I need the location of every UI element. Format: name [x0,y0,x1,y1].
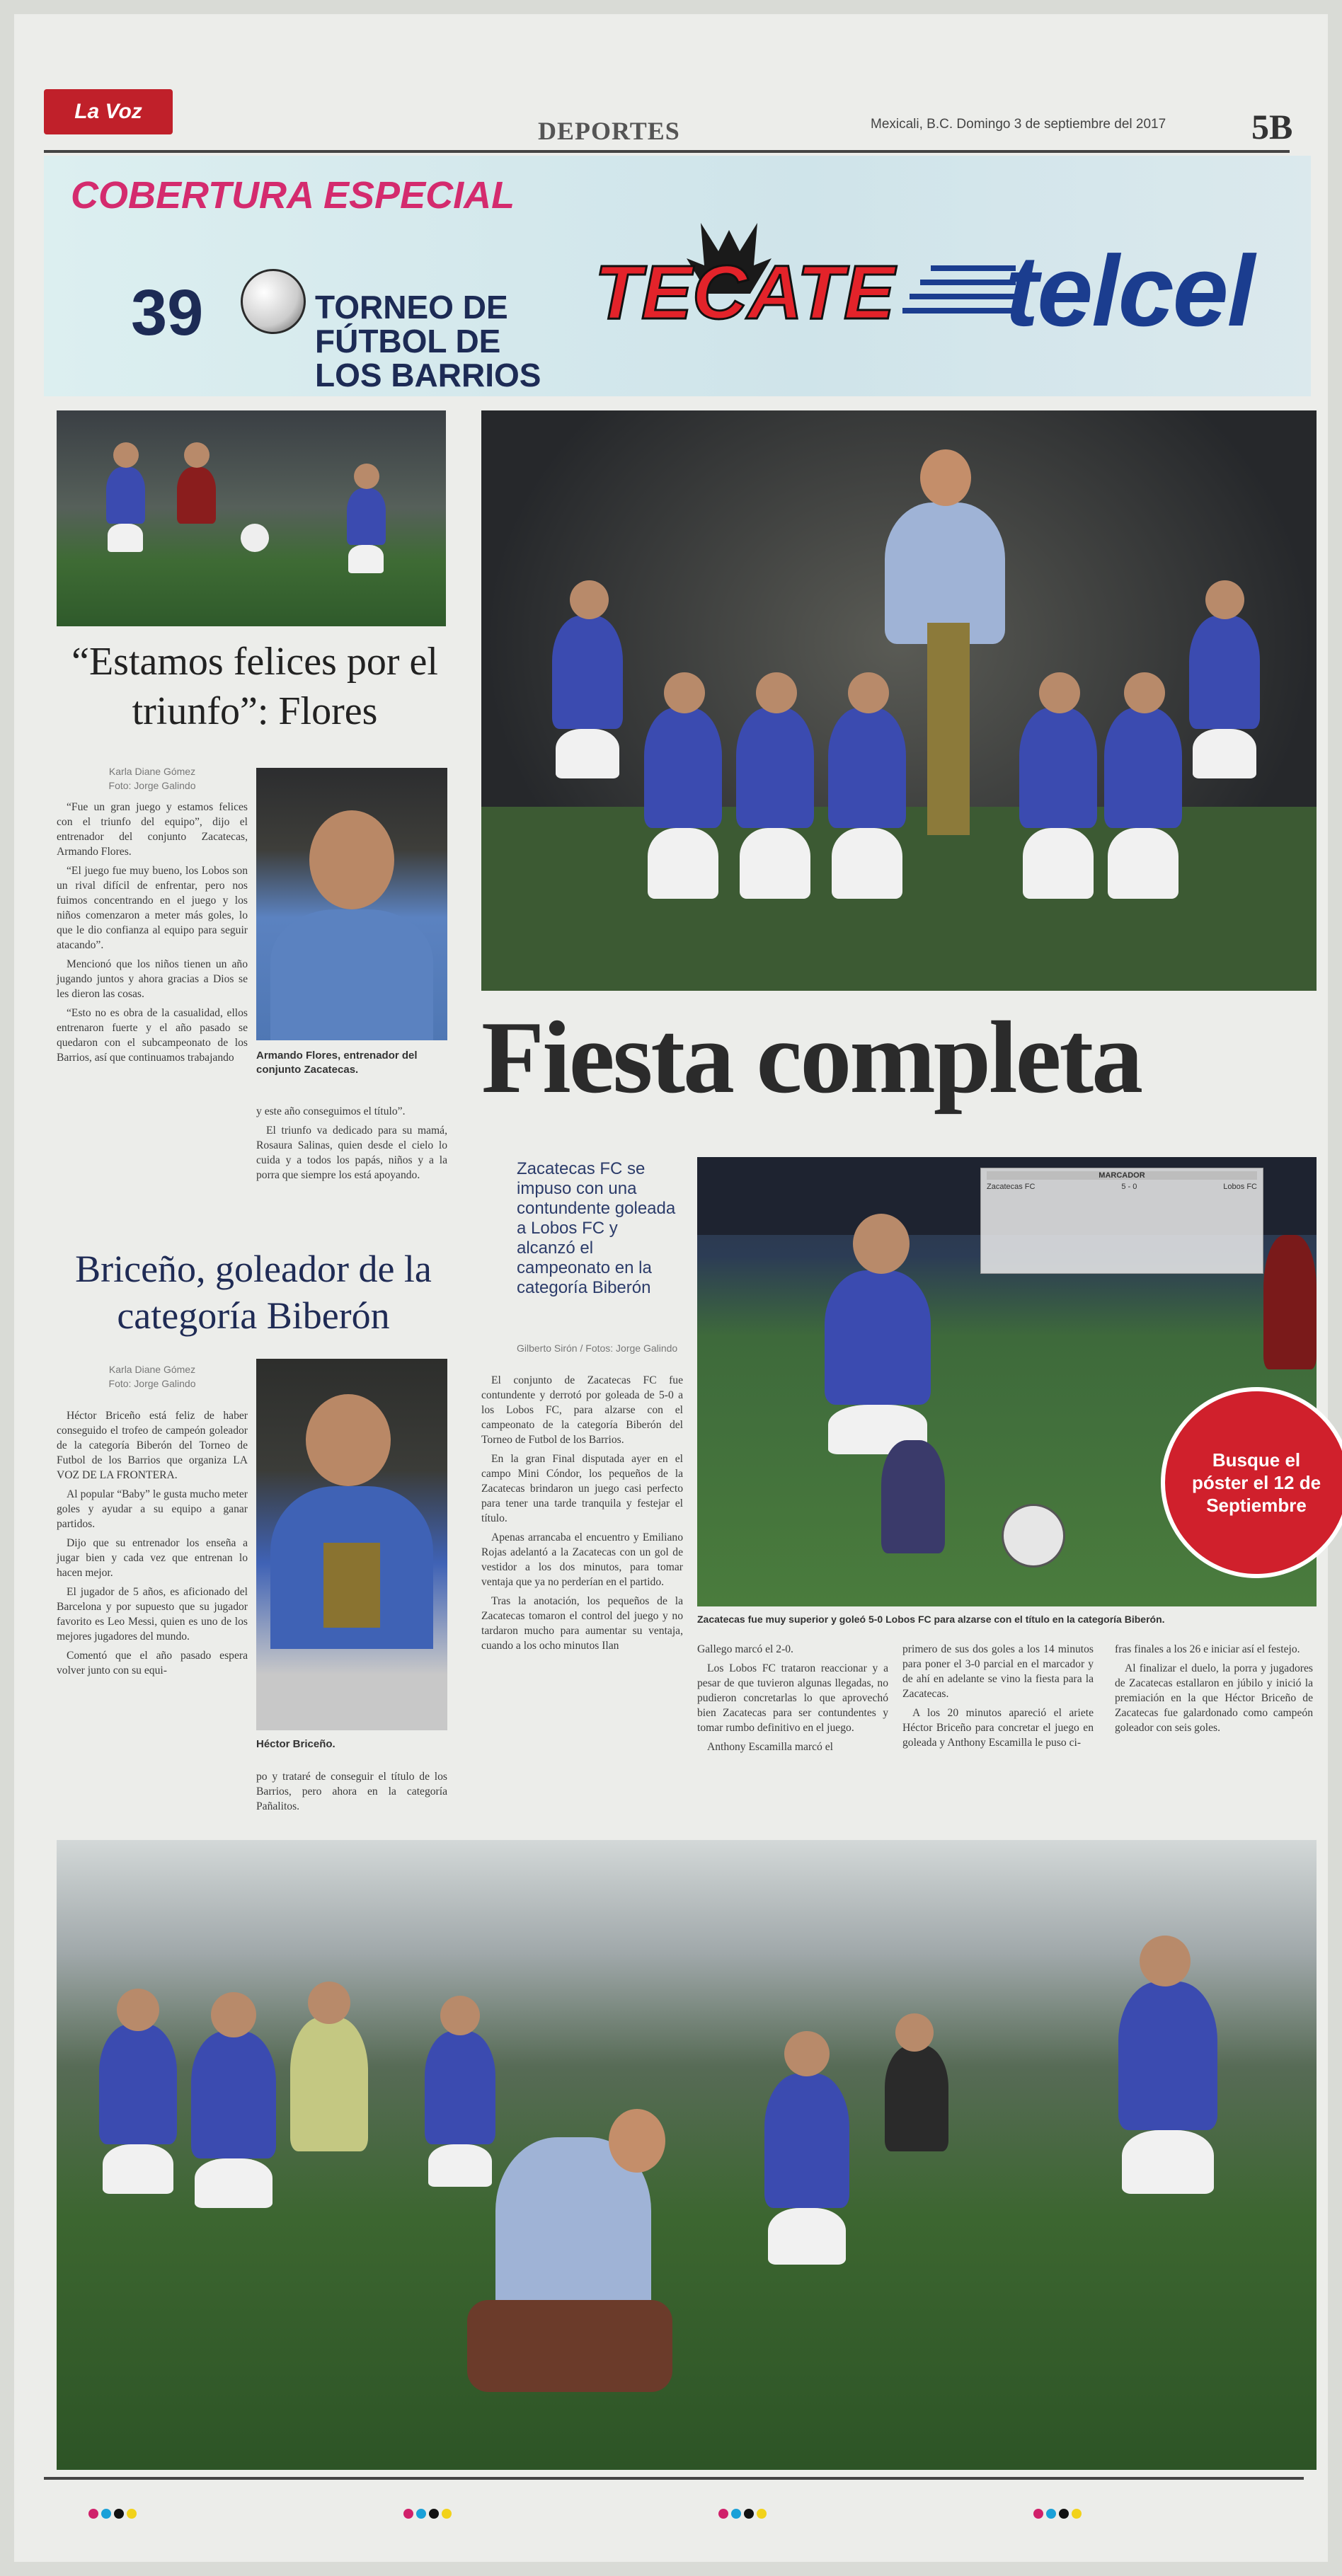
registration-marks [403,2509,452,2519]
scoreboard [980,1168,1263,1274]
briceno-paragraph: Al popular “Baby” le gusta mucho meter goles y ayudar a su equipo a ganar partidos. [57,1488,248,1530]
banner-title: COBERTURA ESPECIAL [71,174,515,217]
flores-paragraph: y este año conseguimos el título”. [256,1105,406,1117]
main-paragraph: fras finales a los 26 e iniciar así el festejo. [1115,1643,1300,1655]
main-byline: Gilberto Sirón / Fotos: Jorge Galindo [517,1342,678,1354]
flores-paragraph: “Fue un gran juego y estamos felices con el triunfo del equipo”, dijo el entrenador del conjunto Zacatecas, Armando Flores. [57,801,248,858]
main-paragraph: primero de sus dos goles a los 14 minutos para poner el 3-0 parcial en el marcador y de ahí en adelante se vino la fiesta para la Zacatecas. [902,1643,1094,1700]
briceno-byline-author: Karla Diane Gómez [108,1364,196,1375]
main-subhead: Zacatecas FC se impuso con una contundente goleada a Lobos FC y alcanzó el campeonato en la categoría Biberón [517,1159,676,1297]
torneo-number: 39 [131,277,204,349]
main-body-col4 [1115,1642,1313,1735]
main-paragraph: El conjunto de Zacatecas FC fue contundente y derrotó por goleada de 5-0 a los Lobos FC, para alzarse con el campeonato de la categoría Biberón del Torneo de Futbol de los Barrios. [481,1374,683,1446]
flores-body-col1 [57,800,248,1065]
main-paragraph: A los 20 minutos apareció el ariete Héctor Briceño para concretar el juego en goleada y Anthony Escamilla le puso ci- [902,1707,1094,1749]
scoreboard-score: 5 - 0 [1121,1183,1137,1191]
flores-paragraph: Mencionó que los niños tienen un año jugando juntos y ahora gracias a Dios se les dieron las cosas. [57,958,248,1000]
briceno-paragraph: Comentó que el año pasado espera volver junto con su equi- [57,1650,248,1677]
scoreboard-team-b: Lobos FC [1223,1183,1257,1191]
soccer-ball-icon [241,269,306,334]
poster-sticker: Busque el póster el 12 de Septiembre [1161,1387,1342,1578]
main-paragraph: Apenas arrancaba el encuentro y Emiliano Rojas adelantó a la Zacatecas con un gol de vestidor a los dos minutos, para tomar ventaja que ya no perderían en el partido. [481,1531,683,1588]
armando-flores-photo [256,768,447,1040]
flores-paragraph: “Esto no es obra de la casualidad, ellos entrenaron fuerte y el año pasado se quedaron con el subcampeonato de los Barrios, así que continuamos trabajando [57,1007,248,1064]
telcel-logo: telcel [1005,235,1254,347]
briceno-headline: Briceño, goleador de la categoría Biberón [75,1248,432,1337]
team-champion-photo [481,410,1317,991]
main-photo-caption: Zacatecas fue muy superior y goleó 5-0 Lobos FC para alzarse con el título en la categoría Biberón. [697,1614,1165,1625]
briceno-paragraph: El jugador de 5 años, es aficionado del Barcelona y por supuesto que su jugador favorito es Leo Messi, quien es uno de los mejores jugadores del mundo. [57,1586,248,1643]
flores-paragraph: El triunfo va dedicado para su mamá, Rosaura Salinas, quien desde el cielo lo cuida y a todos los papás, niños y a la porra que siempre los está apoyando. [256,1125,447,1181]
main-paragraph: Al finalizar el duelo, la porra y jugadores de Zacatecas estallaron en júbilo y inició la premiación en la que Héctor Briceño de Zacatecas fue galardonado como campeón goleador con seis goles. [1115,1662,1313,1734]
briceno-paragraph: po y trataré de conseguir el título de los Barrios, pero ahora en la categoría Pañalitos. [256,1771,447,1812]
flores-body-col2 [256,1104,447,1183]
main-body-col2 [697,1642,888,1754]
registration-marks [1033,2509,1082,2519]
match-action-photo [57,410,446,626]
main-paragraph: En la gran Final disputada ayer en el campo Mini Cóndor, los pequeños de la Zacatecas brindaron un juego casi perfecto para tener una tarde tranquila y festejar el título. [481,1453,683,1524]
briceno-paragraph: Héctor Briceño está feliz de haber conseguido el trofeo de campeón goleador de la categoría Biberón del Torneo de Futbol de los Barrios que organiza LA VOZ DE LA FRONTERA. [57,1410,248,1481]
briceno-paragraph: Dijo que su entrenador los enseña a jugar bien y cada vez que entrenan lo hacen mejor. [57,1537,248,1579]
flores-photo-caption: Armando Flores, entrenador del conjunto Zacatecas. [256,1050,418,1076]
registration-marks [718,2509,767,2519]
main-paragraph: Los Lobos FC trataron reaccionar y a pesar de que tuvieron algunas llegadas, no pudieron concretarlas lo que aprovechó bien Zacatecas para ser contundentes y tomar rumbo definitivo en el juego. [697,1662,888,1734]
page-number: 5B [1251,107,1293,146]
flores-headline: “Estamos felices por el triunfo”: Flores [71,640,438,733]
dateline: Mexicali, B.C. Domingo 3 de septiembre del 2017 [871,117,1166,132]
torneo-name: TORNEO DE FÚTBOL DE LOS BARRIOS [315,289,541,393]
main-paragraph: Anthony Escamilla marcó el [707,1741,833,1753]
briceno-photo-caption: Héctor Briceño. [256,1738,336,1750]
main-body-col1 [481,1373,683,1653]
registration-marks [88,2509,137,2519]
hector-briceno-photo [256,1359,447,1730]
flores-byline-photo: Foto: Jorge Galindo [108,780,196,791]
briceno-body-col2 [256,1769,447,1814]
scoreboard-row [987,1183,1257,1191]
header-rule [44,150,1290,153]
briceno-byline-photo: Foto: Jorge Galindo [108,1378,196,1389]
scoreboard-title: MARCADOR [987,1171,1257,1180]
briceno-byline [57,1362,248,1391]
main-body-col3 [902,1642,1094,1750]
la-voz-logo: La Voz [44,89,173,134]
flores-byline-author: Karla Diane Gómez [108,766,196,777]
briceno-body-col1 [57,1408,248,1678]
tecate-logo: TECATE [595,249,895,335]
celebration-photo [57,1840,1317,2470]
main-headline: Fiesta completa [481,1000,1142,1115]
main-paragraph: Gallego marcó el 2-0. [697,1643,793,1655]
main-paragraph: Tras la anotación, los pequeños de la Zacatecas tomaron el control del juego y no tardaron mucho para aumentar su ventaja, cuando a los ocho minutos Ilan [481,1595,683,1652]
flores-byline [57,764,248,793]
footer-rule [44,2477,1304,2480]
flores-paragraph: “El juego fue muy bueno, los Lobos son un rival difícil de enfrentar, pero nos fuimos concentrando en el juego y los niños comenzaron a meter más goles, lo que le dio confianza al equipo para seguir atacando”. [57,865,248,951]
scoreboard-team-a: Zacatecas FC [987,1183,1036,1191]
section-title: DEPORTES [538,117,680,145]
